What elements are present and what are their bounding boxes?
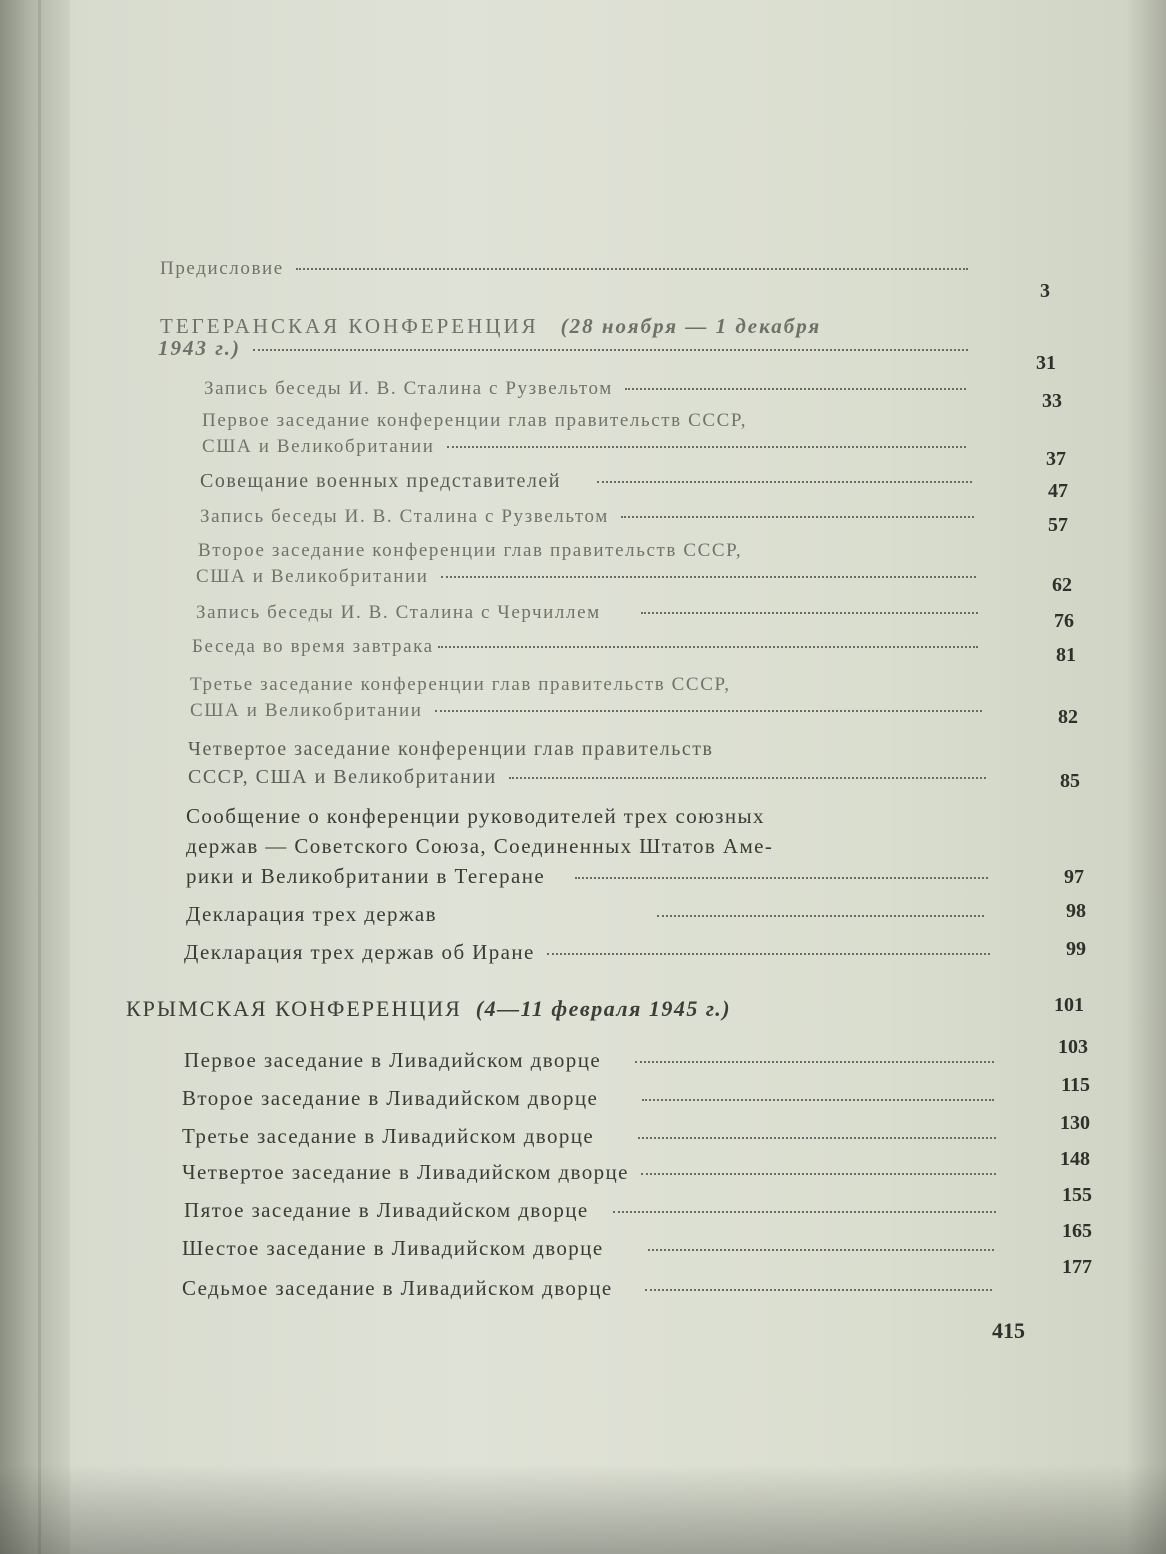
leader-dots — [597, 481, 972, 483]
leader-dots — [435, 710, 982, 712]
toc-entry-title: рики и Великобритании в Тегеране — [186, 864, 546, 888]
toc-entry-title: Запись беседы И. В. Сталина с Рузвельтом — [200, 506, 609, 527]
leader-dots — [575, 877, 988, 879]
toc-entry-title: Пятое заседание в Ливадийском дворце — [184, 1198, 589, 1222]
toc-page-number: 115 — [1061, 1074, 1090, 1096]
toc-page-number: 101 — [1054, 994, 1084, 1016]
toc-page-number: 177 — [1062, 1256, 1092, 1278]
toc-page-number: 82 — [1058, 706, 1078, 728]
leader-dots — [621, 516, 974, 518]
toc-entry-title: Третье заседание в Ливадийском дворце — [182, 1124, 595, 1148]
toc-entry-title: Запись беседы И. В. Сталина с Черчиллем — [196, 602, 601, 623]
leader-dots — [648, 1249, 994, 1251]
toc-page-number: 85 — [1060, 770, 1080, 792]
toc-entry-title: Четвертое заседание в Ливадийском дворце — [182, 1160, 629, 1184]
toc-entry-title: Совещание военных представителей — [200, 470, 561, 492]
toc-entry-title: Декларация трех держав об Иране — [184, 940, 535, 964]
toc-entry-cont — [186, 864, 998, 889]
toc-page-number: 148 — [1060, 1148, 1090, 1170]
toc-entry — [182, 1086, 1004, 1111]
toc-page-number: 99 — [1066, 938, 1086, 960]
toc-entry — [184, 1198, 1006, 1223]
toc-entry-title: Шестое заседание в Ливадийском дворце — [182, 1236, 604, 1260]
toc-entry-title: Седьмое заседание в Ливадийском дворце — [182, 1276, 613, 1300]
toc-entry-cont — [202, 436, 976, 458]
toc-entry-title: Третье заседание конференции глав правительств СССР, — [190, 674, 731, 695]
toc-page-number: 165 — [1062, 1220, 1092, 1242]
leader-dots — [441, 576, 976, 578]
toc-entry-cont — [196, 566, 986, 588]
leader-dots — [547, 953, 990, 955]
toc-entry-title: США и Великобритании — [202, 436, 435, 457]
section-heading-crimea — [126, 996, 731, 1022]
toc-page-number: 81 — [1056, 644, 1076, 666]
page-edge-shadow — [1126, 0, 1166, 1554]
toc-entry-cont — [188, 766, 996, 789]
toc-page-number: 33 — [1042, 390, 1062, 412]
page-folio-number: 415 — [992, 1318, 1025, 1343]
toc-entry — [192, 636, 988, 658]
section-title: ТЕГЕРАНСКАЯ КОНФЕРЕНЦИЯ — [160, 314, 539, 338]
toc-entry-title: Второе заседание в Ливадийском дворце — [182, 1086, 599, 1110]
toc-entry — [182, 1160, 1006, 1185]
toc-entry-title: держав — Советского Союза, Соединенных Штатов Аме- — [186, 834, 774, 858]
toc-page-number: 130 — [1060, 1112, 1090, 1134]
toc-page-number: 98 — [1066, 900, 1086, 922]
page-bottom-shadow — [0, 1464, 1166, 1554]
toc-entry — [200, 506, 984, 528]
leader-dots — [657, 915, 984, 917]
leader-dots — [635, 1061, 994, 1063]
leader-dots — [625, 388, 966, 390]
toc-entry-title: Предисловие — [160, 258, 284, 279]
toc-entry — [182, 1276, 1002, 1301]
section-dates-cont: 1943 г.) — [158, 336, 241, 360]
toc-entry-title: США и Великобритании — [196, 566, 429, 587]
toc-entry-preface — [160, 258, 978, 280]
leader-dots — [296, 268, 968, 270]
toc-page-number: 155 — [1062, 1184, 1092, 1206]
leader-dots — [642, 1099, 994, 1101]
toc-entry-title: Первое заседание конференции глав правительств СССР, — [202, 410, 748, 431]
toc-entry — [184, 1048, 1004, 1073]
toc-entry — [186, 902, 994, 927]
leader-dots — [641, 1173, 996, 1175]
leader-dots — [641, 612, 978, 614]
toc-page-number: 31 — [1036, 352, 1056, 374]
toc-entry-title: США и Великобритании — [190, 700, 423, 721]
toc-entry — [190, 674, 731, 696]
leader-dots — [447, 446, 966, 448]
toc-entry — [196, 602, 988, 624]
toc-page-number: 47 — [1048, 480, 1068, 502]
section-dates: (28 ноября — 1 декабря — [560, 314, 822, 338]
toc-entry — [188, 738, 713, 761]
toc-entry-title: Запись беседы И. В. Сталина с Рузвельтом — [204, 378, 613, 399]
section-title: КРЫМСКАЯ КОНФЕРЕНЦИЯ — [126, 996, 462, 1021]
toc-entry-title: СССР, США и Великобритании — [188, 766, 497, 788]
toc-entry — [200, 470, 982, 493]
toc-entry — [198, 540, 742, 562]
toc-entry-title: Декларация трех держав — [186, 902, 437, 926]
toc-page-number: 103 — [1058, 1036, 1088, 1058]
toc-page-number: 76 — [1054, 610, 1074, 632]
toc-page-number: 62 — [1052, 574, 1072, 596]
toc-entry-cont — [186, 834, 773, 859]
toc-entry — [182, 1236, 1004, 1261]
toc-entry-title: Четвертое заседание конференции глав правительств — [188, 738, 714, 760]
toc-entry — [186, 804, 765, 829]
toc-page-number: 97 — [1064, 866, 1084, 888]
toc-entry-title: Сообщение о конференции руководителей трех союзных — [186, 804, 765, 828]
leader-dots — [509, 777, 986, 779]
leader-dots — [638, 1137, 996, 1139]
toc-entry — [202, 410, 747, 432]
leader-dots — [253, 349, 968, 351]
toc-entry — [204, 378, 976, 400]
toc-entry-cont — [190, 700, 992, 722]
toc-page-number: 3 — [1040, 280, 1050, 302]
toc-entry — [184, 940, 1000, 965]
leader-dots — [613, 1211, 996, 1213]
leader-dots — [645, 1289, 992, 1291]
leader-dots — [438, 646, 978, 648]
toc-entry-title: Первое заседание в Ливадийском дворце — [184, 1048, 602, 1072]
toc-page-number: 37 — [1046, 448, 1066, 470]
toc-entry-title: Второе заседание конференции глав правительств СССР, — [198, 540, 743, 561]
section-heading-tehran-cont — [158, 336, 978, 361]
toc-entry — [182, 1124, 1006, 1149]
section-dates: (4—11 февраля 1945 г.) — [475, 996, 732, 1021]
toc-entry-title: Беседа во время завтрака — [192, 636, 434, 657]
toc-page-number: 57 — [1048, 514, 1068, 536]
